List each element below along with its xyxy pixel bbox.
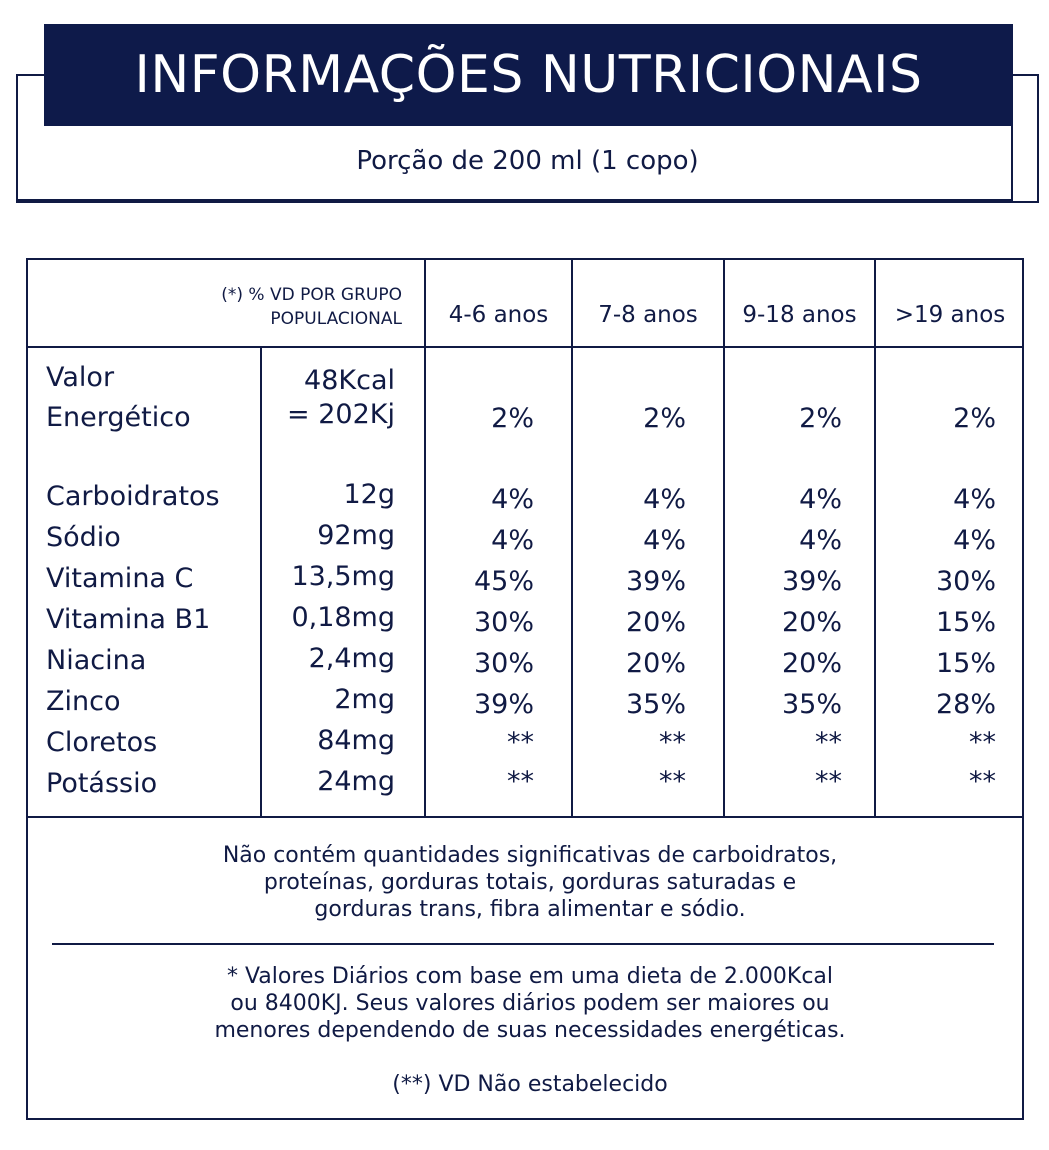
nutrient-amount: 24mg	[317, 766, 395, 797]
nutrient-pct: **	[969, 766, 996, 797]
serving-size: Porção de 200 ml (1 copo)	[356, 146, 699, 176]
column-header-9-18: 9-18 anos	[742, 302, 857, 328]
nutrient-amount: 2,4mg	[308, 643, 395, 674]
energy-pct-9-18: 2%	[799, 403, 842, 434]
column-header-4-6: 4-6 anos	[448, 302, 549, 328]
nutrient-amount: 0,18mg	[291, 602, 395, 633]
column-header-19-plus: >19 anos	[894, 302, 1006, 328]
energy-amount-line: = 202Kj	[287, 399, 395, 430]
note-line: gorduras trans, fibra alimentar e sódio.	[314, 897, 746, 922]
title-bar	[44, 24, 1013, 126]
nutrient-pct: 20%	[781, 648, 842, 679]
nutrient-pct: 4%	[953, 484, 996, 515]
energy-pct-7-8: 2%	[643, 403, 686, 434]
nutrient-pct: 4%	[491, 484, 534, 515]
nutrient-amount: 12g	[343, 479, 395, 510]
column-divider	[874, 258, 876, 816]
nutrient-amount: 92mg	[317, 520, 395, 551]
nutrient-pct: 30%	[473, 607, 534, 638]
nutrient-pct: 20%	[781, 607, 842, 638]
energy-name-line: Valor	[46, 362, 115, 393]
nutrient-pct: 30%	[935, 566, 996, 597]
nutrient-pct: 4%	[799, 525, 842, 556]
nutrient-pct: 20%	[625, 648, 686, 679]
nutrient-name: Potássio	[46, 768, 158, 799]
nutrient-name: Carboidratos	[46, 481, 220, 512]
nutrient-pct: 4%	[643, 484, 686, 515]
nutrient-pct: **	[815, 727, 842, 758]
nutrient-pct: 39%	[473, 689, 534, 720]
note-line: ou 8400KJ. Seus valores diários podem ser maiores ou	[230, 991, 830, 1016]
nutrient-pct: 4%	[643, 525, 686, 556]
nutrient-pct: 15%	[935, 607, 996, 638]
nutrient-pct: **	[969, 727, 996, 758]
nutrient-pct: 20%	[625, 607, 686, 638]
header-frame-edge	[16, 201, 1039, 203]
header-frame-edge	[1037, 74, 1039, 203]
nutrient-pct: 35%	[781, 689, 842, 720]
energy-pct-4-6: 2%	[491, 403, 534, 434]
note-line: Não contém quantidades significativas de carboidratos,	[222, 843, 838, 868]
column-divider	[424, 258, 426, 816]
nutrient-pct: **	[659, 766, 686, 797]
nutrient-pct: 28%	[935, 689, 996, 720]
vd-group-note-line: POPULACIONAL	[270, 309, 402, 329]
nutrient-pct: 39%	[625, 566, 686, 597]
header-frame-edge	[16, 74, 46, 76]
column-divider	[571, 258, 573, 816]
nutrient-pct: 4%	[953, 525, 996, 556]
nutrient-pct: 30%	[473, 648, 534, 679]
vd-not-established-note: (**) VD Não estabelecido	[392, 1072, 668, 1097]
nutrient-amount: 84mg	[317, 725, 395, 756]
column-divider	[723, 258, 725, 816]
nutrient-pct: **	[659, 727, 686, 758]
nutrient-pct: 4%	[491, 525, 534, 556]
note-line: proteínas, gorduras totais, gorduras saturadas e	[263, 870, 797, 895]
header-frame-edge	[1011, 74, 1039, 76]
nutrient-pct: **	[507, 727, 534, 758]
nutrient-pct: **	[815, 766, 842, 797]
energy-name-line: Energético	[46, 402, 191, 433]
nutrient-name: Zinco	[46, 686, 121, 717]
nutrient-pct: 39%	[781, 566, 842, 597]
nutrient-name: Sódio	[46, 522, 121, 553]
nutrient-name: Niacina	[46, 645, 147, 676]
not-contains-note	[30, 842, 1030, 923]
page-title: INFORMAÇÕES NUTRICIONAIS	[134, 45, 923, 105]
nutrient-pct: 15%	[935, 648, 996, 679]
energy-amount	[195, 364, 395, 432]
nutrient-amount: 2mg	[334, 684, 395, 715]
nutrient-name: Cloretos	[46, 727, 158, 758]
energy-pct-19-plus: 2%	[953, 403, 996, 434]
nutrient-pct: 35%	[625, 689, 686, 720]
energy-amount-line: 48Kcal	[304, 365, 395, 396]
note-line: * Valores Diários com base em uma dieta de 2.000Kcal	[226, 964, 834, 989]
note-line: menores dependendo de suas necessidades energéticas.	[214, 1018, 846, 1043]
vd-group-note	[30, 283, 402, 331]
footer-divider	[52, 943, 994, 945]
nutrient-amount: 13,5mg	[291, 561, 395, 592]
column-header-7-8: 7-8 anos	[598, 302, 698, 328]
nutrient-pct: **	[507, 766, 534, 797]
nutrient-name: Vitamina B1	[46, 604, 211, 635]
nutrient-pct: 4%	[799, 484, 842, 515]
energy-name	[46, 358, 191, 438]
table-bottom-divider	[26, 816, 1024, 818]
nutrient-name: Vitamina C	[46, 563, 194, 594]
daily-values-note	[30, 963, 1030, 1044]
vd-group-note-line: (*) % VD POR GRUPO	[221, 285, 402, 305]
nutrient-pct: 45%	[473, 566, 534, 597]
